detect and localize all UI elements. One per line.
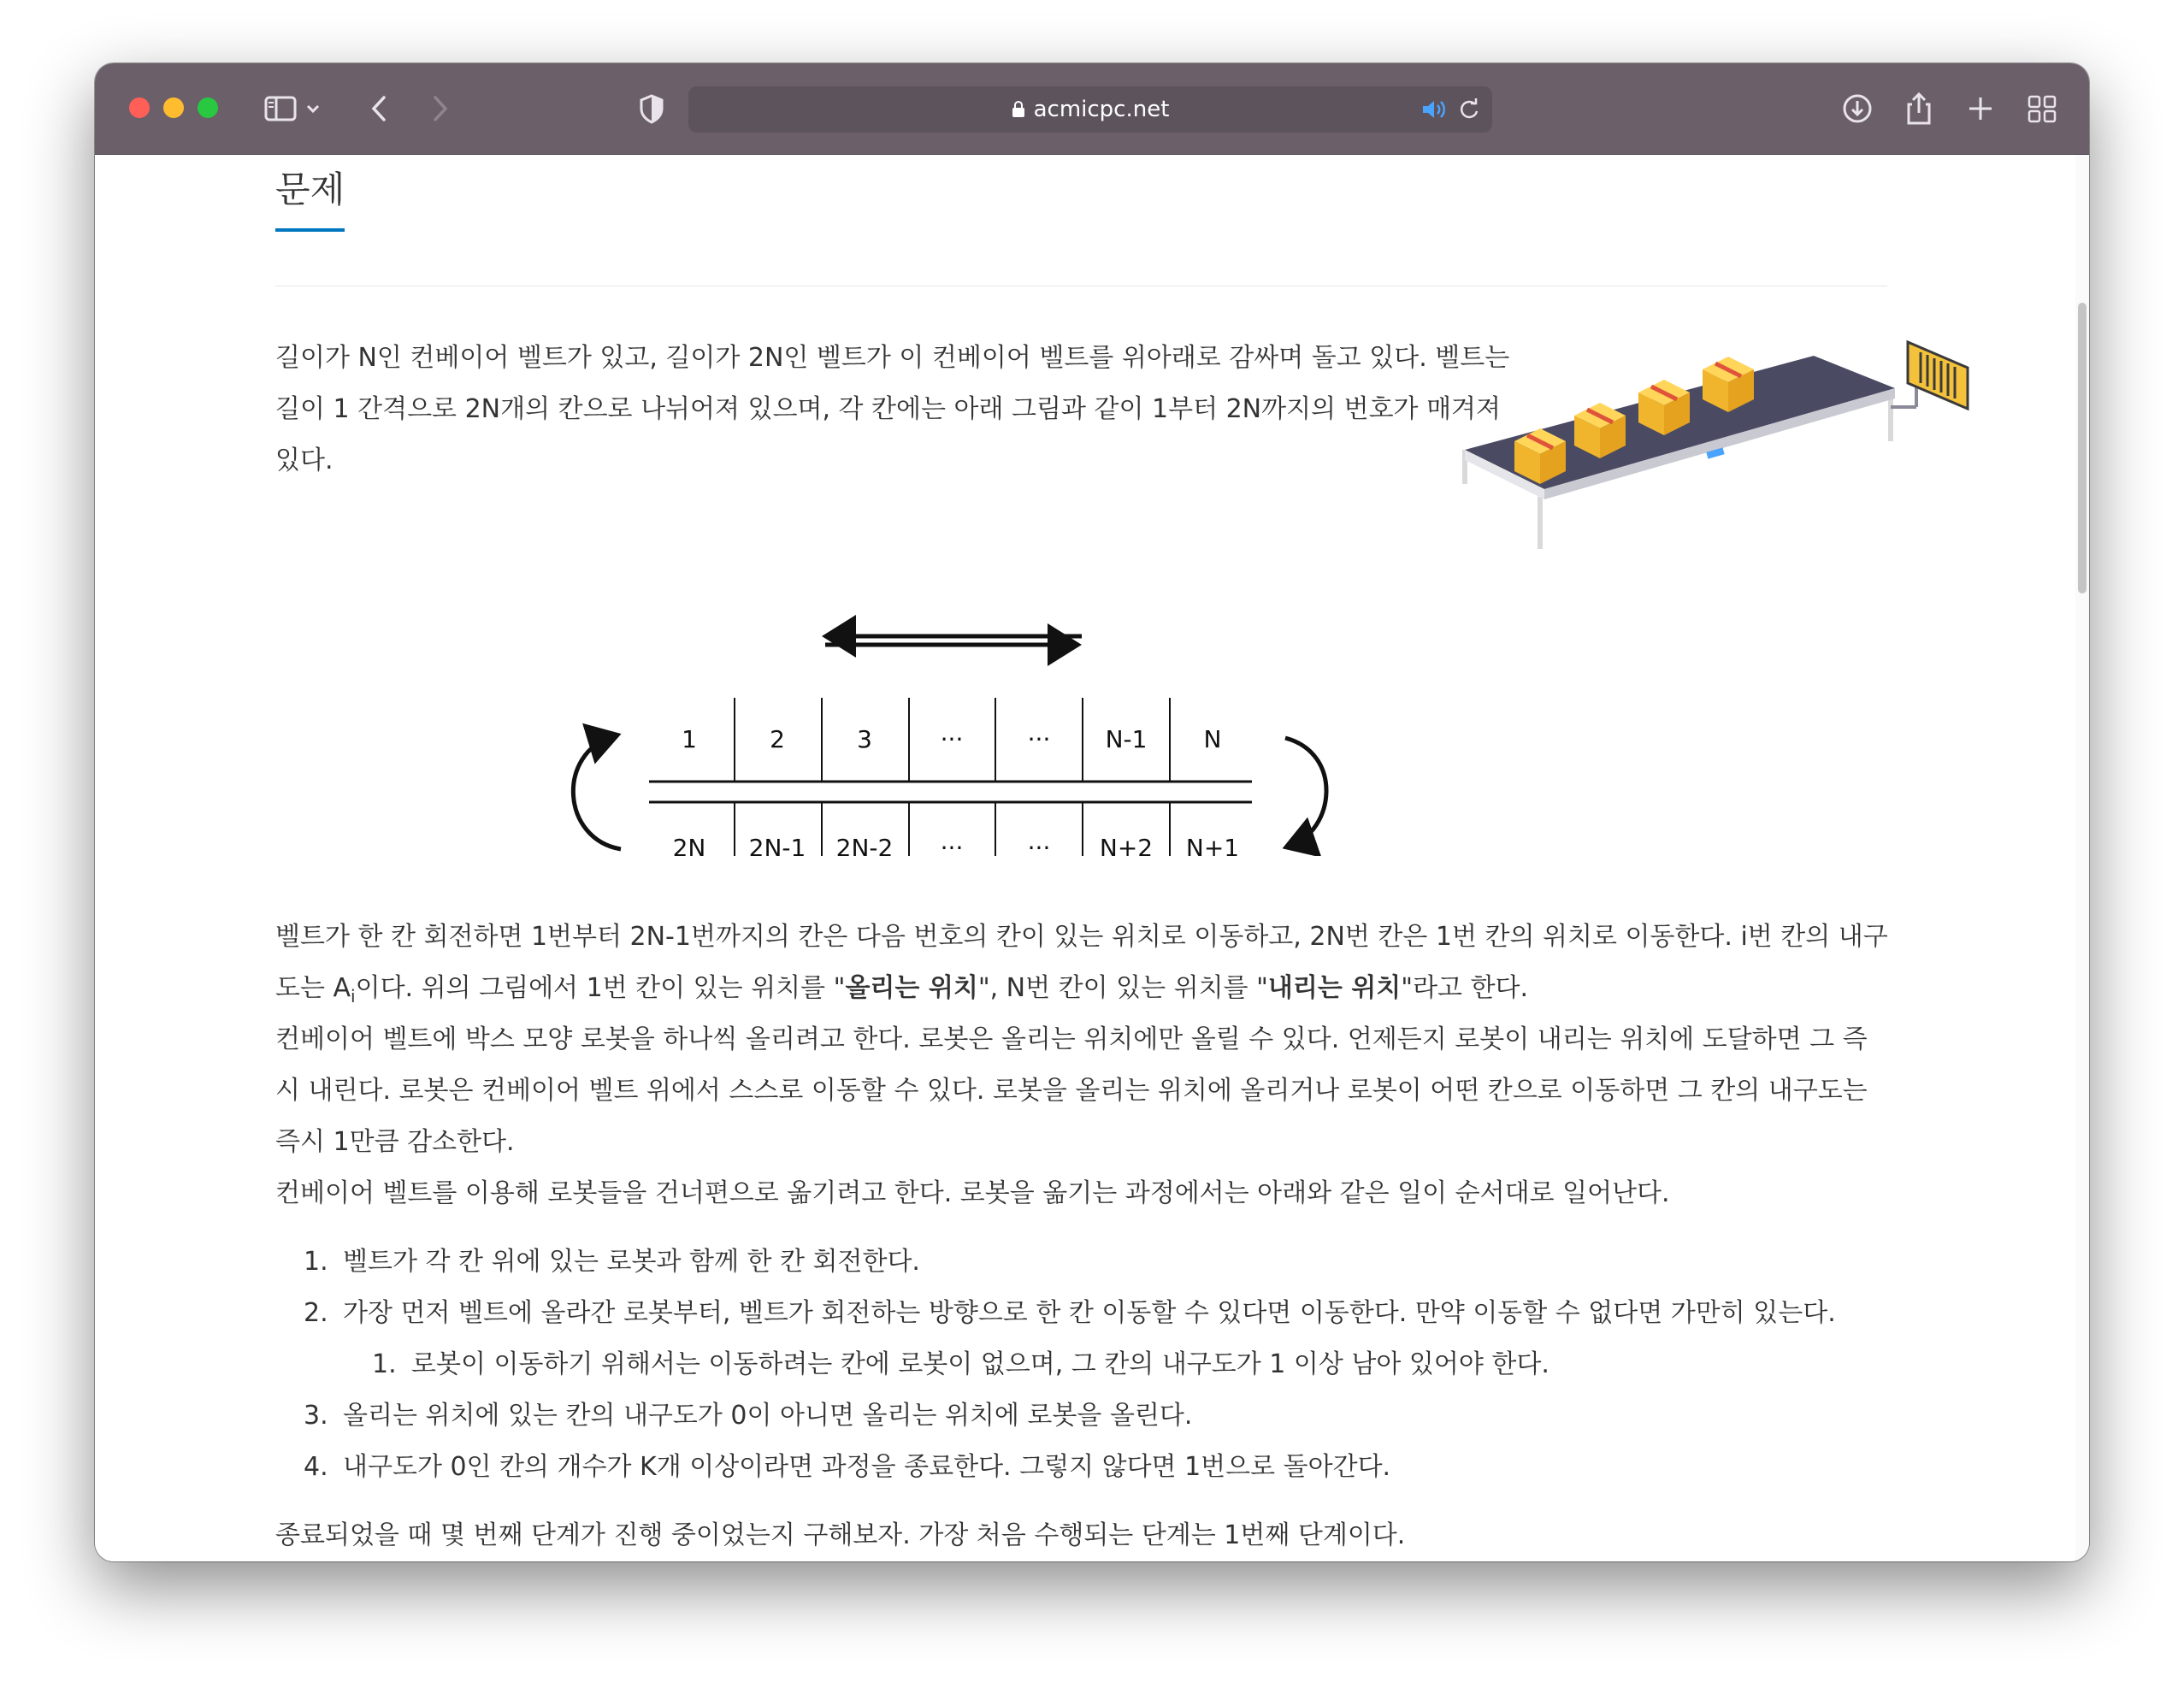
top-cell-label: 3 <box>857 725 872 753</box>
bottom-cell-label: 2N-2 <box>835 834 894 856</box>
left-rotation-arrow <box>573 736 621 849</box>
paragraph-2-text-c: ", N번 칸이 있는 위치를 " <box>977 973 1268 1003</box>
address-bar-text <box>688 97 1492 122</box>
list-item <box>304 1288 1836 1339</box>
unloading-position-term: 내리는 위치 <box>1267 973 1402 1003</box>
list-item <box>304 1442 1390 1493</box>
list-item <box>304 1390 1192 1442</box>
url-text: acmicpc.net <box>1033 97 1170 122</box>
top-cell-label: ··· <box>940 725 964 753</box>
loading-position-term: 올리는 위치 <box>845 973 978 1003</box>
page-content <box>95 155 2075 1561</box>
list-text: 로봇이 이동하기 위해서는 이동하려는 칸에 로봇이 없으며, 그 칸의 내구도가 1 이상 남아 있어야 한다. <box>411 1349 1549 1379</box>
problem-paragraph-4: 컨베이어 벨트를 이용해 로봇들을 건너편으로 옮기려고 한다. 로봇을 옮기는 과정에서는 아래와 같은 일이 순서대로 일어난다. <box>275 1178 1670 1208</box>
right-rotation-arrow <box>1285 738 1326 846</box>
reload-icon[interactable] <box>1456 97 1482 122</box>
scrollbar-thumb[interactable] <box>2078 303 2087 593</box>
bottom-cell-label: ··· <box>940 834 964 856</box>
problem-heading: 문제 <box>275 162 345 232</box>
problem-paragraph-1: 길이가 N인 컨베이어 벨트가 있고, 길이가 2N인 벨트가 이 컨베이어 벨트를 위아래로 감싸며 돌고 있다. 벨트는 길이 1 간격으로 2N개의 칸으로 나뉘어져 있으며, 각 칸에는 아래 그림과 같이 1부터 2N까지의 번호가 매겨져 있다. <box>275 343 1510 475</box>
problem-paragraph-5: 종료되었을 때 몇 번째 단계가 진행 중이었는지 구해보자. 가장 처음 수행되는 단계는 1번째 단계이다. <box>275 1520 1406 1550</box>
list-text: 올리는 위치에 있는 칸의 내구도가 0이 아니면 올리는 위치에 로봇을 올린다. <box>343 1401 1193 1431</box>
speaker-icon[interactable] <box>1420 97 1448 122</box>
nested-list-item <box>372 1339 1549 1390</box>
bottom-cell-label: ··· <box>1027 834 1051 856</box>
problem-paragraph-2 <box>275 912 1892 1022</box>
bottom-cell-label: N+1 <box>1185 834 1240 856</box>
list-number: 3. <box>304 1401 328 1431</box>
paragraph-2-text-d: "라고 한다. <box>1401 973 1529 1003</box>
list-number: 2. <box>304 1298 328 1328</box>
sidebar-toggle-icon[interactable] <box>259 87 302 130</box>
address-bar[interactable] <box>688 86 1492 133</box>
forward-arrow-icon[interactable] <box>418 87 461 130</box>
top-cell-label: 1 <box>682 725 697 753</box>
chevron-down-icon[interactable] <box>300 87 326 130</box>
browser-toolbar <box>95 63 2089 155</box>
top-cell-label: N-1 <box>1105 725 1148 753</box>
subscript-i: i <box>351 986 356 1006</box>
top-cell-label: N <box>1203 725 1222 753</box>
conveyor-belt-illustration <box>1455 339 1976 638</box>
list-number: 1. <box>304 1247 328 1277</box>
share-icon[interactable] <box>1898 87 1940 130</box>
problem-paragraph-3: 컨베이어 벨트에 박스 모양 로봇을 하나씩 올리려고 한다. 로봇은 올리는 위치에만 올릴 수 있다. 언제든지 로봇이 내리는 위치에 도달하면 그 즉시 내린다. 로봇은 컨베이어 벨트 위에서 스스로 이동할 수 있다. 로봇을 올리는 위치에 올리거나 로봇이 어떤 칸으로 이동하면 그 칸의 내구도는 즉시 1만큼 감소한다. <box>275 1024 1868 1157</box>
close-window-button[interactable] <box>129 97 150 118</box>
belt-diagram <box>463 463 1352 856</box>
top-cell-label: 2 <box>770 725 785 753</box>
browser-window <box>95 63 2089 1561</box>
zoom-window-button[interactable] <box>198 97 218 118</box>
list-number: 4. <box>304 1452 328 1482</box>
bottom-cell-label: 2N-1 <box>748 834 806 856</box>
paragraph-2-text-b: 이다. 위의 그림에서 1번 칸이 있는 위치를 " <box>355 973 846 1003</box>
back-arrow-icon[interactable] <box>358 87 401 130</box>
new-tab-icon[interactable] <box>1959 87 2002 130</box>
tab-overview-icon[interactable] <box>2021 87 2063 130</box>
list-number: 1. <box>372 1349 397 1379</box>
privacy-shield-icon[interactable] <box>630 87 673 130</box>
paragraph-2-text-a: 벨트가 한 칸 회전하면 1번부터 2N-1번까지의 칸은 다음 번호의 칸이 있는 위치로 이동하고, 2N번 칸은 1번 칸의 위치로 이동한다. i번 칸의 내구도는 A <box>275 922 1888 1003</box>
downloads-icon[interactable] <box>1836 87 1879 130</box>
list-text: 벨트가 각 칸 위에 있는 로봇과 함께 한 칸 회전한다. <box>343 1247 920 1277</box>
lock-icon <box>1012 97 1025 122</box>
list-item <box>304 1236 920 1288</box>
list-text: 내구도가 0인 칸의 개수가 K개 이상이라면 과정을 종료한다. 그렇지 않다면 1번으로 돌아간다. <box>343 1452 1391 1482</box>
bottom-cell-label: N+2 <box>1099 834 1154 856</box>
list-text: 가장 먼저 벨트에 올라간 로봇부터, 벨트가 회전하는 방향으로 한 칸 이동할 수 있다면 이동한다. 만약 이동할 수 없다면 가만히 있는다. <box>343 1298 1836 1328</box>
top-cell-label: ··· <box>1027 725 1051 753</box>
minimize-window-button[interactable] <box>163 97 184 118</box>
bottom-cell-label: 2N <box>672 834 706 856</box>
